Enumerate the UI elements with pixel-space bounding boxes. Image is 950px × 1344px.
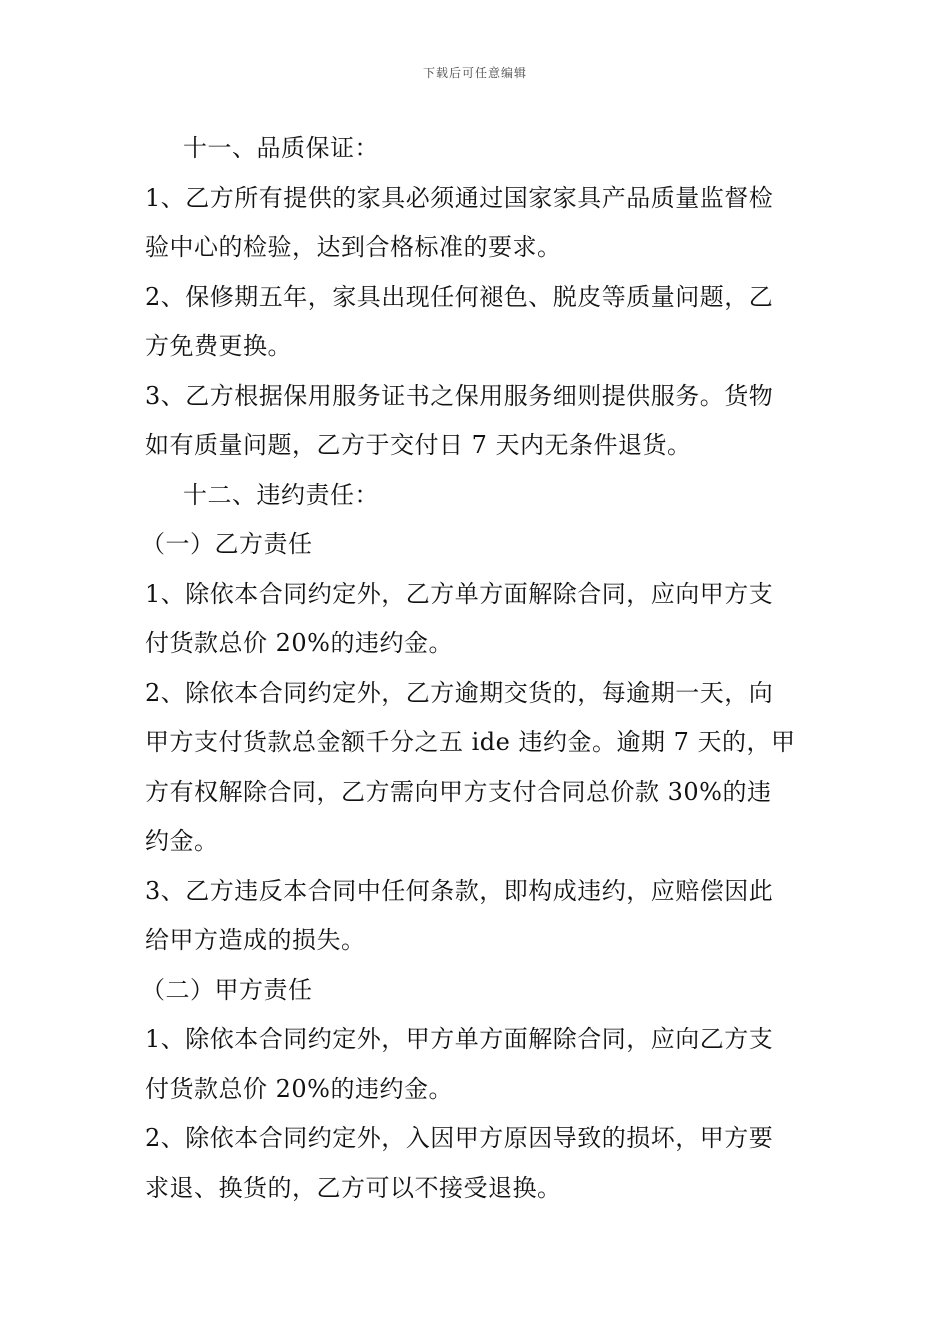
paragraph-line: 1、乙方所有提供的家具必须通过国家家具产品质量监督检 (145, 183, 774, 212)
paragraph-line: 2、除依本合同约定外，乙方逾期交货的，每逾期一天，向 (145, 678, 774, 707)
page-header-note: 下载后可任意编辑 (422, 66, 527, 80)
paragraph-line: 2、保修期五年，家具出现任何褪色、脱皮等质量问题，乙 (145, 282, 774, 311)
paragraph-line: 1、除依本合同约定外，甲方单方面解除合同，应向乙方支 (145, 1025, 774, 1053)
paragraph-line: 求退、换货的，乙方可以不接受退换。 (145, 1173, 562, 1202)
paragraph-line: 付货款总价 20%的违约金。 (145, 1074, 453, 1103)
subsection-heading-party-b: （一）乙方责任 (141, 530, 313, 558)
paragraph-line: 2、除依本合同约定外，入因甲方原因导致的损坏，甲方要 (145, 1124, 774, 1152)
paragraph-line: 1、除依本合同约定外，乙方单方面解除合同，应向甲方支 (145, 579, 774, 608)
paragraph-line: 3、乙方违反本合同中任何条款，即构成违约，应赔偿因此 (145, 876, 774, 905)
section-heading-breach-liability: 十二、违约责任： (183, 480, 379, 509)
paragraph-line: 约金。 (145, 827, 219, 855)
paragraph-line: 方免费更换。 (145, 332, 292, 360)
paragraph-line: 方有权解除合同，乙方需向甲方支付合同总价款 30%的违 (145, 777, 772, 806)
paragraph-line: 甲方支付货款总金额千分之五 ide 违约金。逾期 7 天的，甲 (145, 728, 796, 756)
subsection-heading-party-a: （二）甲方责任 (141, 975, 313, 1004)
paragraph-line: 3、乙方根据保用服务证书之保用服务细则提供服务。货物 (145, 381, 774, 410)
paragraph-line: 给甲方造成的损失。 (145, 926, 366, 954)
paragraph-line: 如有质量问题，乙方于交付日 7 天内无条件退货。 (145, 431, 692, 459)
document-body (141, 124, 807, 1213)
paragraph-line: 付货款总价 20%的违约金。 (145, 629, 453, 657)
section-heading-quality-guarantee: 十一、品质保证： (183, 134, 379, 162)
paragraph-line: 验中心的检验，达到合格标准的要求。 (145, 233, 562, 261)
